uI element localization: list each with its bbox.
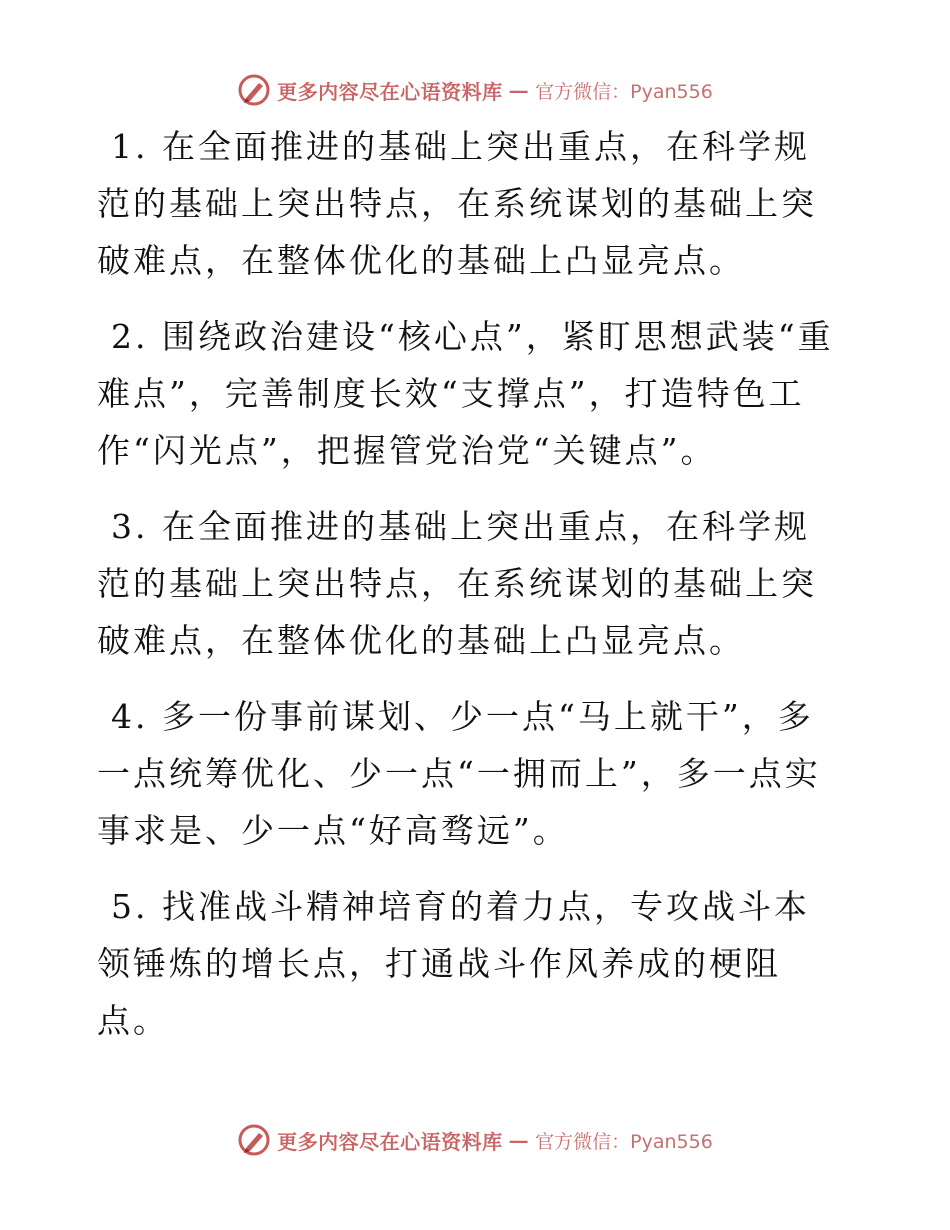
pen-logo-icon (237, 73, 271, 107)
watermark-wechat: 官方微信：Pyan556 (535, 1130, 713, 1153)
watermark-text: 更多内容尽在心语资料库 (277, 1129, 503, 1154)
header-watermark (0, 70, 950, 110)
footer-watermark (0, 1120, 950, 1160)
paragraph-3: 3. 在全面推进的基础上突出重点，在科学规范的基础上突出特点，在系统谋划的基础上突破难点，在整体优化的基础上凸显亮点。 (97, 507, 817, 660)
document-body (97, 118, 837, 1068)
paragraph-1: 1. 在全面推进的基础上突出重点，在科学规范的基础上突出特点，在系统谋划的基础上突破难点，在整体优化的基础上凸显亮点。 (97, 127, 817, 280)
watermark-text: 更多内容尽在心语资料库 (277, 79, 503, 104)
pen-logo-icon (237, 1123, 271, 1157)
watermark-dash: — (508, 78, 530, 102)
watermark-dash: — (508, 1128, 530, 1152)
watermark-wechat: 官方微信：Pyan556 (535, 80, 713, 103)
paragraph-4: 4. 多一份事前谋划、少一点“马上就干”，多一点统筹优化、少一点“一拥而上”，多一点实事求是、少一点“好高骛远”。 (97, 697, 821, 850)
paragraph-5: 5. 找准战斗精神培育的着力点，专攻战斗本领锤炼的增长点，打通战斗作风养成的梗阻点。 (97, 887, 810, 1040)
paragraph-2: 2. 围绕政治建设“核心点”，紧盯思想武装“重难点”，完善制度长效“支撑点”，打造特色工作“闪光点”，把握管党治党“关键点”。 (97, 317, 834, 470)
